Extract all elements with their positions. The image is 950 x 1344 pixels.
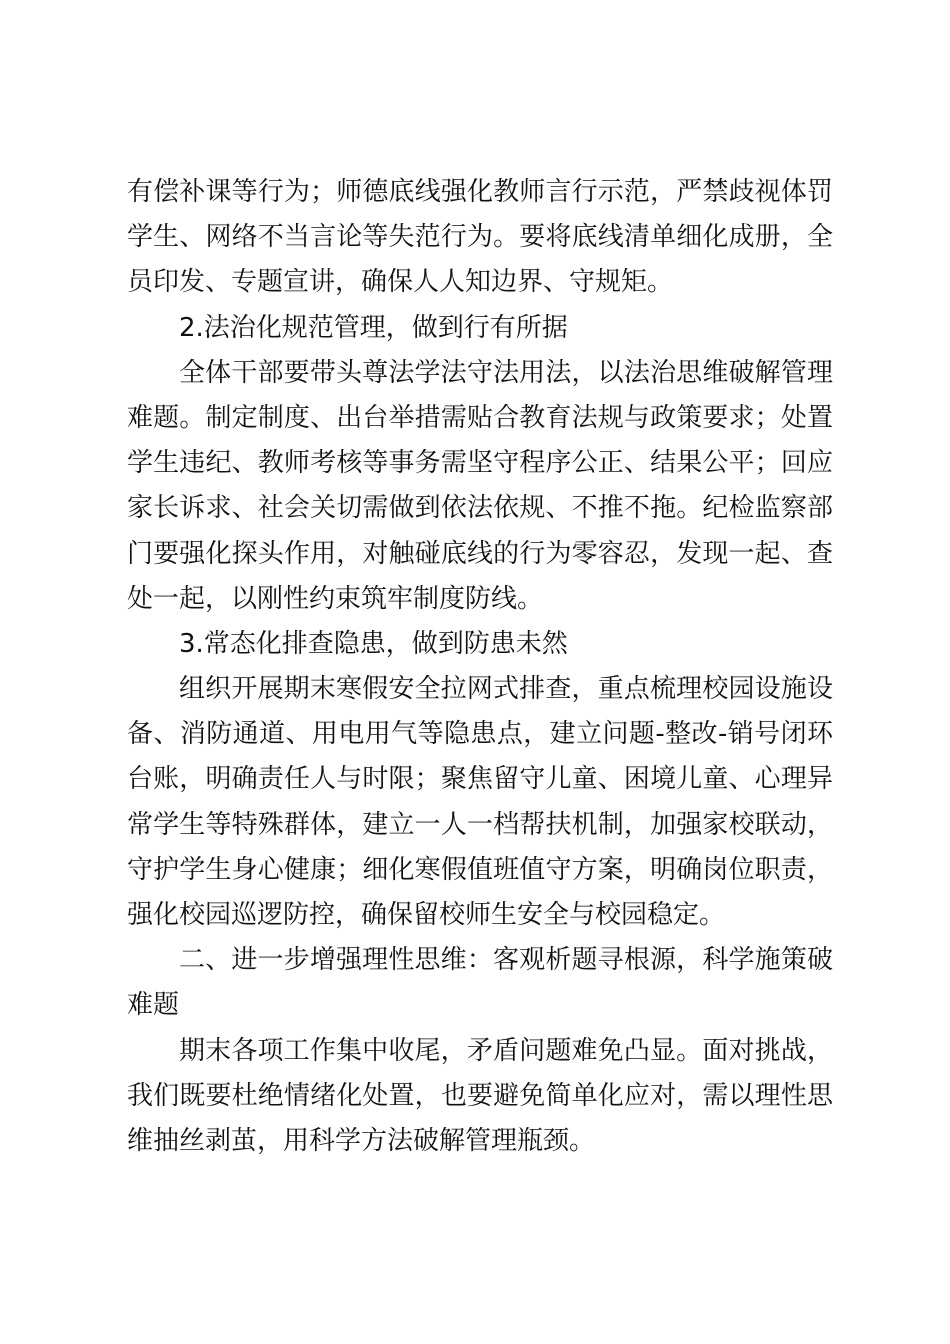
paragraph-line: 学生违纪、教师考核等事务需坚守程序公正、结果公平；回应 (127, 448, 833, 479)
subheading-line: 2.法治化规范管理，做到行有所据 (179, 312, 568, 343)
paragraph-line: 我们既要杜绝情绪化处置，也要避免简单化应对，需以理性思 (127, 1080, 833, 1111)
paragraph-line: 守护学生身心健康；细化寒假值班值守方案，明确岗位职责， (127, 854, 833, 885)
paragraph-line: 常学生等特殊群体，建立一人一档帮扶机制，加强家校联动， (127, 809, 833, 840)
paragraph-line: 家长诉求、社会关切需做到依法依规、不推不拖。纪检监察部 (127, 493, 833, 524)
paragraph-line: 学生、网络不当言论等失范行为。要将底线清单细化成册，全 (127, 222, 833, 253)
document-body (127, 170, 833, 1164)
paragraph-line: 全体干部要带头尊法学法守法用法，以法治思维破解管理 (179, 357, 833, 388)
paragraph-line: 难题。制定制度、出台举措需贴合教育法规与政策要求；处置 (127, 402, 833, 433)
paragraph-line: 处一起，以刚性约束筑牢制度防线。 (127, 583, 544, 614)
paragraph-line: 组织开展期末寒假安全拉网式排查，重点梳理校园设施设 (179, 674, 833, 705)
section-heading-line: 难题 (127, 990, 180, 1021)
subheading-line: 3.常态化排查隐患，做到防患未然 (179, 628, 568, 659)
paragraph-line: 期末各项工作集中收尾，矛盾问题难免凸显。面对挑战， (179, 1035, 833, 1066)
paragraph-line: 有偿补课等行为；师德底线强化教师言行示范，严禁歧视体罚 (127, 177, 833, 207)
paragraph-line: 员印发、专题宣讲，确保人人知边界、守规矩。 (127, 267, 674, 298)
paragraph-line: 强化校园巡逻防控，确保留校师生安全与校园稳定。 (127, 900, 726, 930)
paragraph-line: 备、消防通道、用电用气等隐患点，建立问题-整改-销号闭环 (127, 719, 833, 750)
section-heading-line: 二、进一步增强理性思维：客观析题寻根源，科学施策破 (179, 945, 833, 976)
paragraph-line: 台账，明确责任人与时限；聚焦留守儿童、困境儿童、心理异 (127, 764, 833, 795)
paragraph-line: 门要强化探头作用，对触碰底线的行为零容忍，发现一起、查 (127, 538, 833, 569)
paragraph-line: 维抽丝剥茧，用科学方法破解管理瓶颈。 (127, 1125, 596, 1156)
